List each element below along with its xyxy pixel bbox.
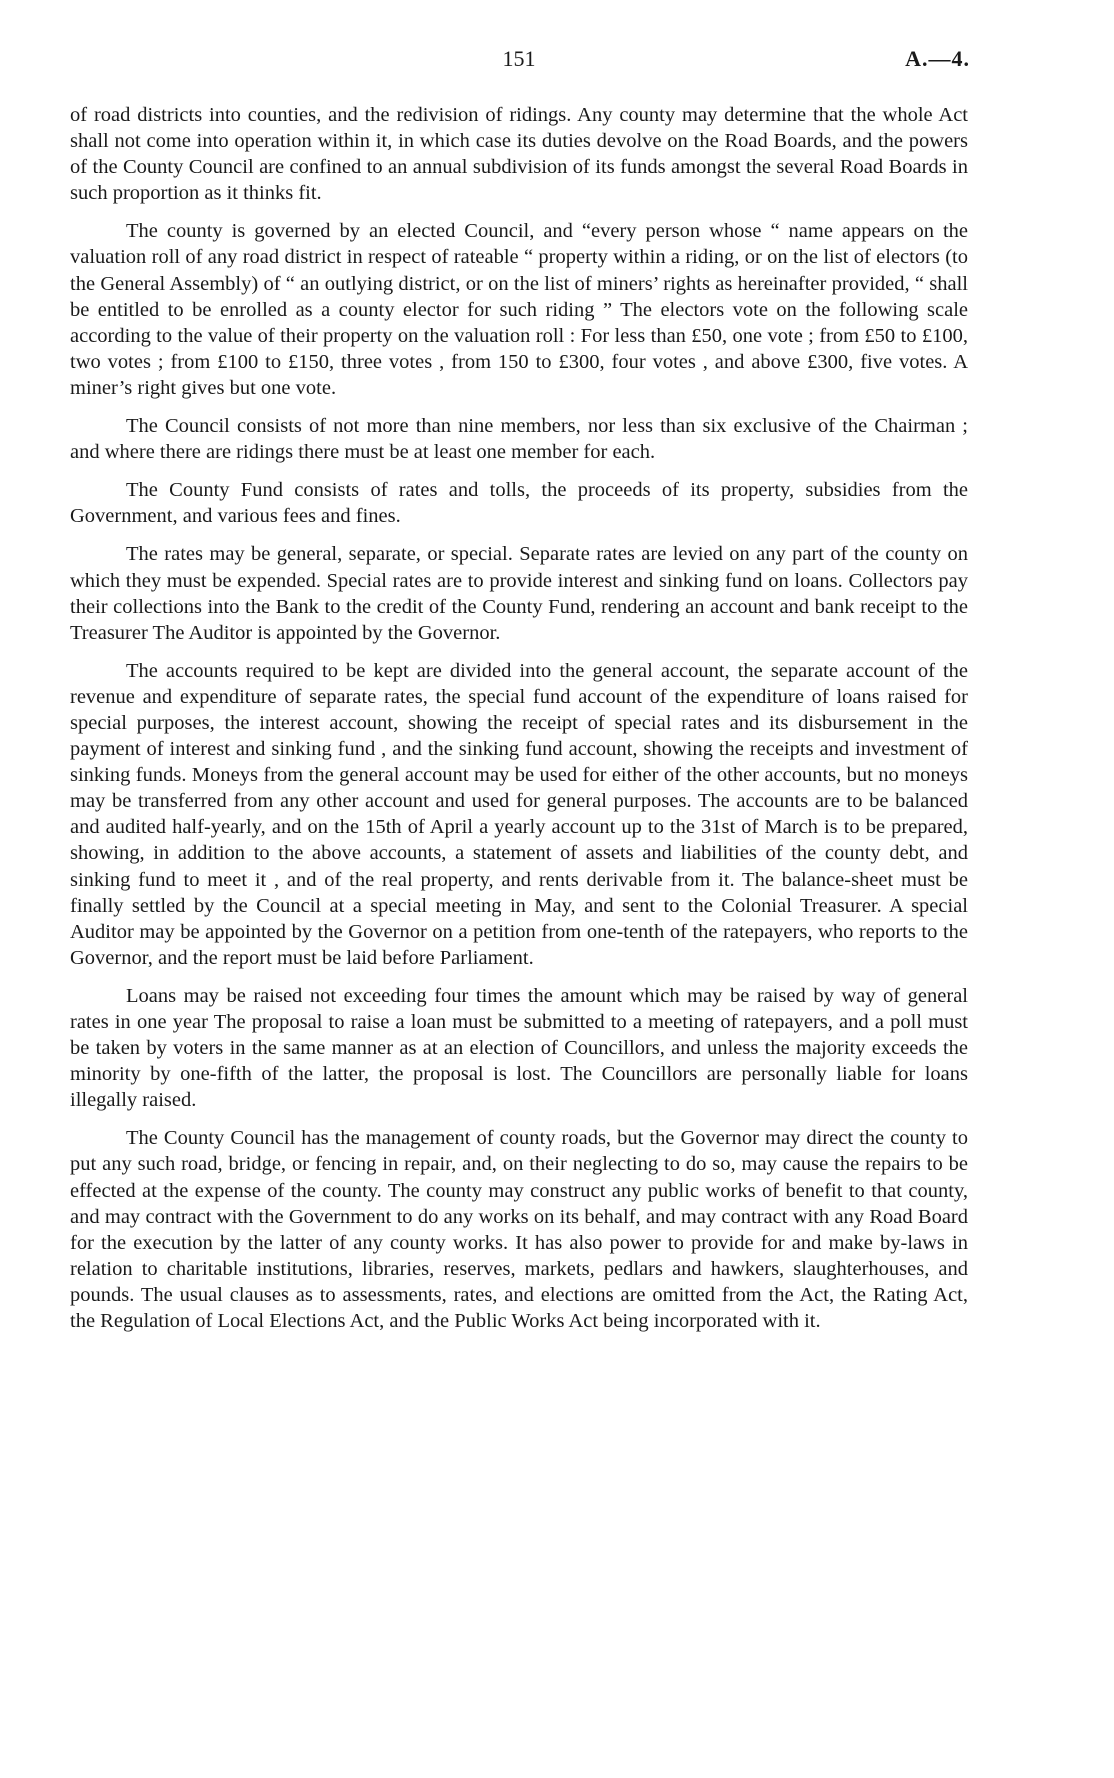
paragraph-accounts: The accounts required to be kept are divided into the general account, the separate account of the revenue and expenditure of separate rates, the special fund account of the expenditure of loans raised for special purposes, the interest account, showing the receipt of special rates and its disbursement in the payment of interest and sinking fund , and the sinking fund account, showing the receipts and investment of sinking funds. Moneys from the general account may be used for either of the other accounts, but no moneys may be transferred from any other account and used for general purposes. The accounts are to be balanced and audited half-yearly, and on the 15th of April a yearly account up to the 31st of March is to be prepared, showing, in addition to the above accounts, a statement of assets and liabilities of the county debt, and sinking fund to meet it , and of the real property, and rents derivable from it. The balance-sheet must be finally settled by the Council at a special meeting in May, and sent to the Colonial Treasurer. A special Auditor may be appointed by the Governor on a petition from one-tenth of the ratepayers, who reports to the Governor, and the report must be laid before Parliament. bbox=[70, 659, 968, 969]
paragraph-county-fund: The County Fund consists of rates and tolls, the proceeds of its property, subsidies from the Government, and various fees and fines. bbox=[70, 479, 968, 528]
paragraph-council-members: The Council consists of not more than nine members, nor less than six exclusive of the Chairman ; and where there are ridings there must be at least one member for each. bbox=[70, 415, 968, 464]
paper-reference: A.—4. bbox=[905, 46, 970, 71]
paragraph-rates: The rates may be general, separate, or special. Separate rates are levied on any part of the county on which they must be expended. Special rates are to provide interest and sinking fund on loans. Collectors pay their collections into the Bank to the credit of the County Fund, rendering an account and bank receipt to the Treasurer The Auditor is appointed by the Governor. bbox=[70, 543, 968, 644]
paragraph-loans: Loans may be raised not exceeding four times the amount which may be raised by way of general rates in one year The proposal to raise a loan must be submitted to a meeting of ratepayers, and a poll must be taken by voters in the same manner as at an election of Councillors, and unless the majority exceeds the minority by one-fifth of the latter, the proposal is lost. The Councillors are personally liable for loans illegally raised. bbox=[70, 984, 968, 1112]
document-page bbox=[70, 0, 970, 1333]
paragraph-county-governance: The county is governed by an elected Council, and “every person whose “ name appears on the valuation roll of any road district in respect of rateable “ property within a riding, or on the list of electors (to the General Assembly) of “ an outlying district, or on the list of miners’ rights as hereinafter provided, “ shall be entitled to be enrolled as a county elector for such riding ” The electors vote on the following scale according to the value of their property on the valuation roll : For less than £50, one vote ; from £50 to £100, two votes ; from £100 to £150, three votes , from 150 to £300, four votes , and above £300, five votes. A miner’s right gives but one vote. bbox=[70, 220, 968, 399]
page-number: 151 bbox=[502, 46, 536, 71]
body-text bbox=[70, 102, 968, 1346]
page-header bbox=[70, 0, 968, 70]
paragraph-road-districts: of road districts into counties, and the redivision of ridings. Any county may determine that the whole Act shall not come into operation within it, in which case its duties devolve on the Road Boards, and the powers of the County Council are confined to an annual subdivision of its funds amongst the several Road Boards in such proportion as it thinks fit. bbox=[70, 104, 968, 205]
paragraph-county-roads: The County Council has the management of county roads, but the Governor may direct the county to put any such road, bridge, or fencing in repair, and, on their neglecting to do so, may cause the repairs to be effected at the expense of the county. The county may construct any public works of benefit to that county, and may contract with the Government to do any works on its behalf, and may contract with any Road Board for the execution by the latter of any county works. It has also power to provide for and make by-laws in relation to charitable institutions, libraries, reserves, markets, pedlars and hawkers, slaughterhouses, and pounds. The usual clauses as to assessments, rates, and elections are omitted from the Act, the Rating Act, the Regulation of Local Elections Act, and the Public Works Act being incorporated with it. bbox=[70, 1127, 968, 1333]
